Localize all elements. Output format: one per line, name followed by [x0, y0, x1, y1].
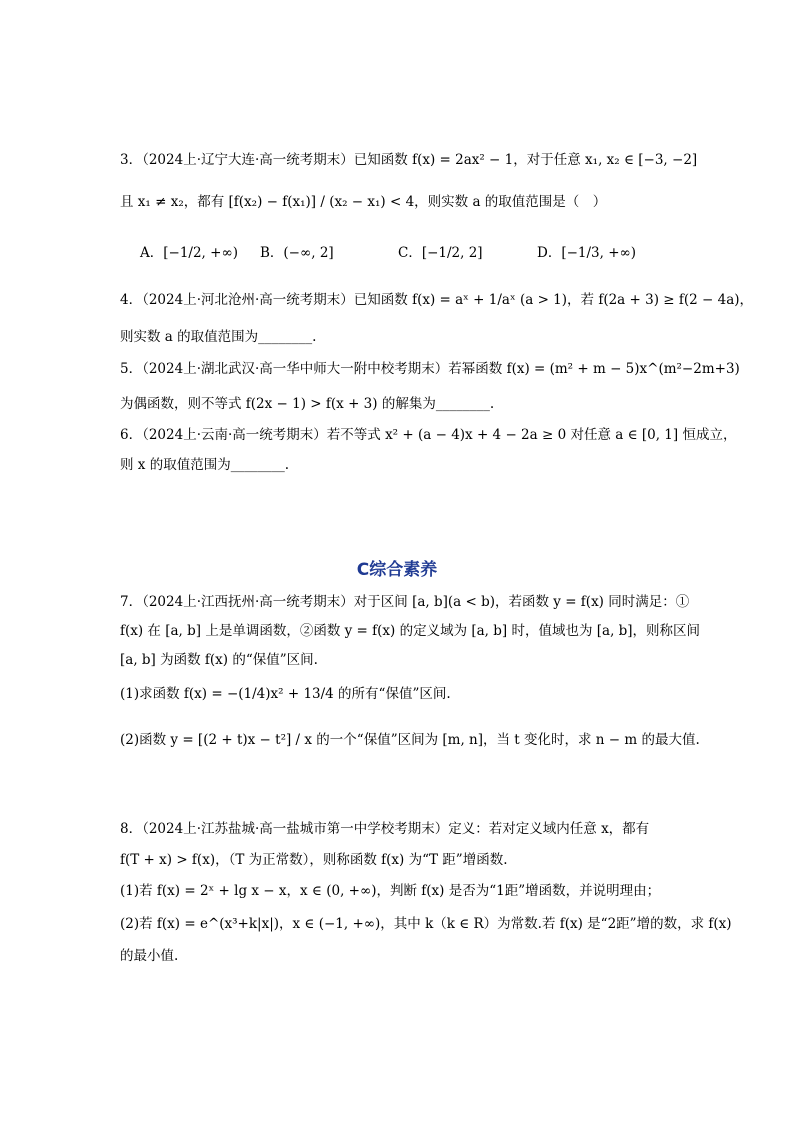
q8-part2: (2)若 f(x) = e^(x³+k|x|)，x ∈ (−1, +∞)，其中 k（k ∈ R）为常数.若 f(x) 是“2距”增的数，求 f(x)	[120, 916, 732, 932]
q8-part3: 的最小值.	[120, 948, 179, 964]
q3-option-a: A．[−1/2, +∞)	[140, 245, 238, 261]
q8-part1: (1)若 f(x) = 2ˣ + lg x − x，x ∈ (0, +∞)，判断 f(x) 是否为“1距”增函数，并说明理由；	[120, 883, 661, 899]
q3-option-b: B．(−∞, 2]	[260, 245, 334, 261]
q7-line2: f(x) 在 [a, b] 上是单调函数，②函数 y = f(x) 的定义域为 [a, b] 时，值域也为 [a, b]，则称区间	[120, 623, 701, 639]
q3-option-c: C．[−1/2, 2]	[398, 245, 483, 261]
q6-line2: 则 x 的取值范围为________.	[120, 457, 289, 473]
q4-line2: 则实数 a 的取值范围为________.	[120, 329, 317, 345]
q3-line2: 且 x₁ ≠ x₂，都有 [f(x₂) − f(x₁)] / (x₂ − x₁) < 4，则实数 a 的取值范围是（ ）	[120, 194, 607, 210]
q3-option-d: D．[−1/3, +∞)	[537, 245, 637, 261]
q4-line1: 4．（2024上·河北沧州·高一统考期末）已知函数 f(x) = aˣ + 1/aˣ (a > 1)，若 f(2a + 3) ≥ f(2 − 4a)，	[120, 292, 754, 308]
q6-line1: 6．（2024上·云南·高一统考期末）若不等式 x² + (a − 4)x + 4 − 2a ≥ 0 对任意 a ∈ [0, 1] 恒成立，	[120, 427, 737, 443]
q7-part1: (1)求函数 f(x) = −(1/4)x² + 13/4 的所有“保值”区间.	[120, 686, 451, 702]
q5-line2: 为偶函数，则不等式 f(2x − 1) > f(x + 3) 的解集为________.	[120, 396, 495, 412]
q7-part2: (2)函数 y = [(2 + t)x − t²] / x 的一个“保值”区间为 [m, n]，当 t 变化时，求 n − m 的最大值.	[120, 732, 700, 748]
q8-line2: f(T + x) > f(x)，（T 为正常数），则称函数 f(x) 为“T 距”增函数.	[120, 852, 508, 868]
q7-line3: [a, b] 为函数 f(x) 的“保值”区间.	[120, 652, 318, 668]
section-title: C综合素养	[356, 560, 438, 580]
q3-line1: 3．（2024上·辽宁大连·高一统考期末）已知函数 f(x) = 2ax² − 1，对于任意 x₁, x₂ ∈ [−3, −2]	[120, 152, 698, 168]
q7-line1: 7．（2024上·江西抚州·高一统考期末）对于区间 [a, b](a < b)，若函数 y = f(x) 同时满足：①	[120, 594, 690, 610]
q5-line1: 5．（2024上·湖北武汉·高一华中师大一附中校考期末）若幂函数 f(x) = (m² + m − 5)x^(m²−2m+3)	[120, 361, 740, 377]
q8-line1: 8．（2024上·江苏盐城·高一盐城市第一中学校考期末）定义：若对定义域内任意 x，都有	[120, 821, 650, 837]
